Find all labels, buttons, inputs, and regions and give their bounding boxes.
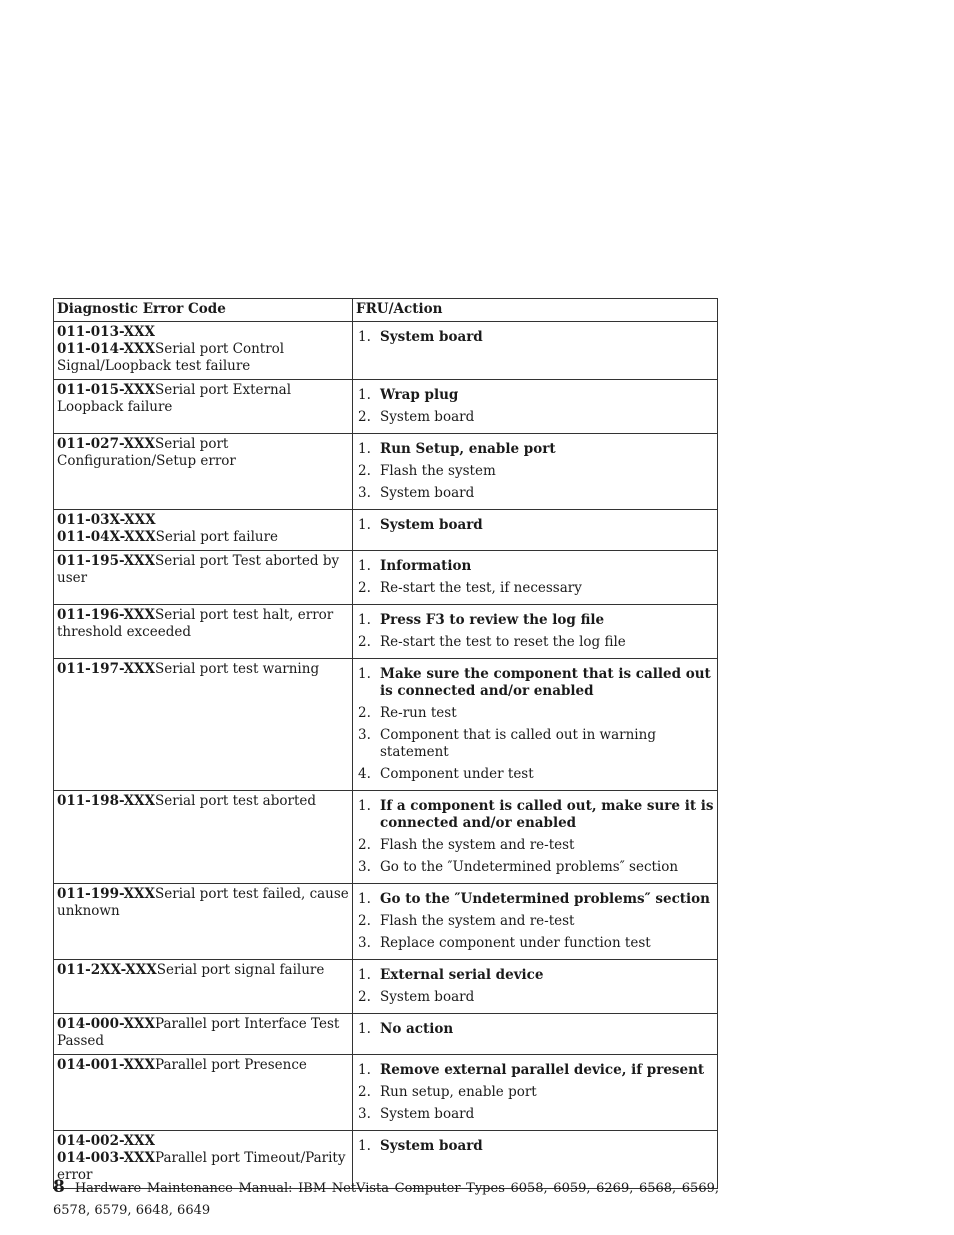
page-footer (53, 1176, 719, 1222)
action-text: System board (380, 1138, 483, 1154)
action-number: 1. (358, 387, 371, 403)
table-row (54, 884, 718, 960)
error-description: Serial port signal failure (156, 962, 325, 978)
action-text: System board (380, 409, 475, 425)
action-number: 1. (358, 329, 371, 345)
error-code: 011-03X-XXX (57, 512, 156, 528)
table-row (54, 605, 718, 659)
error-code-entry (57, 1016, 349, 1050)
action-item (356, 387, 714, 404)
error-code-cell (54, 1055, 353, 1131)
error-description: Serial port Control Signal/Loopback test failure (57, 341, 285, 374)
fru-action-cell (353, 510, 718, 551)
error-code: 011-199-XXX (57, 886, 156, 902)
action-list (356, 1138, 714, 1155)
action-number: 4. (358, 766, 371, 782)
action-item (356, 766, 714, 783)
action-number: 3. (358, 935, 371, 951)
error-description: Parallel port Interface Test Passed (57, 1016, 340, 1049)
fru-action-cell (353, 380, 718, 434)
error-description: Serial port Test aborted by user (57, 553, 340, 586)
error-description: Serial port test halt, error threshold exceeded (57, 607, 334, 640)
action-number: 3. (358, 859, 371, 875)
table-row (54, 1014, 718, 1055)
error-code-cell (54, 434, 353, 510)
action-number: 1. (358, 967, 371, 983)
action-item (356, 1062, 714, 1079)
action-text: No action (380, 1021, 454, 1037)
action-list (356, 967, 714, 1006)
diagnostic-error-table (53, 298, 718, 1189)
action-text: Re-start the test, if necessary (380, 580, 582, 596)
action-list (356, 1021, 714, 1038)
action-list (356, 387, 714, 426)
error-code: 014-003-XXX (57, 1150, 156, 1166)
column-header-action: FRU/Action (353, 299, 718, 322)
fru-action-cell (353, 434, 718, 510)
action-text: Press F3 to review the log file (380, 612, 605, 628)
error-code-cell (54, 791, 353, 884)
fru-action-cell (353, 605, 718, 659)
fru-action-cell (353, 551, 718, 605)
error-description: Serial port Configuration/Setup error (57, 436, 236, 469)
action-item (356, 891, 714, 908)
action-number: 3. (358, 485, 371, 501)
action-number: 1. (358, 1021, 371, 1037)
action-item (356, 441, 714, 458)
error-code-cell (54, 510, 353, 551)
table-row (54, 960, 718, 1014)
action-item (356, 1084, 714, 1101)
action-number: 2. (358, 409, 371, 425)
action-number: 2. (358, 634, 371, 650)
action-text: Replace component under function test (380, 935, 651, 951)
error-code: 011-015-XXX (57, 382, 156, 398)
error-code-entry (57, 607, 349, 641)
error-code-entry (57, 512, 349, 529)
error-code: 011-04X-XXX (57, 529, 156, 545)
action-item (356, 727, 714, 761)
action-text: Run setup, enable port (380, 1084, 537, 1100)
table-row (54, 380, 718, 434)
error-code-entry (57, 793, 349, 810)
action-number: 1. (358, 798, 371, 814)
action-number: 1. (358, 517, 371, 533)
error-code: 011-014-XXX (57, 341, 156, 357)
table-row (54, 791, 718, 884)
error-code-entry (57, 436, 349, 470)
action-item (356, 837, 714, 854)
error-description: Serial port test aborted (155, 793, 317, 809)
action-item (356, 329, 714, 346)
error-code-entry (57, 324, 349, 341)
action-text: Component that is called out in warning statement (380, 727, 656, 760)
fru-action-cell (353, 1014, 718, 1055)
action-number: 2. (358, 1084, 371, 1100)
error-code: 011-027-XXX (57, 436, 156, 452)
action-item (356, 935, 714, 952)
error-code-cell (54, 884, 353, 960)
fru-action-cell (353, 322, 718, 380)
fru-action-cell (353, 659, 718, 791)
error-code: 011-2XX-XXX (57, 962, 157, 978)
action-number: 1. (358, 441, 371, 457)
action-item (356, 967, 714, 984)
action-text: System board (380, 329, 483, 345)
action-number: 2. (358, 580, 371, 596)
action-item (356, 1021, 714, 1038)
action-item (356, 612, 714, 629)
action-list (356, 329, 714, 346)
action-item (356, 705, 714, 722)
action-number: 1. (358, 666, 371, 682)
error-code-entry (57, 529, 349, 546)
action-text: Re-run test (380, 705, 457, 721)
table-body (54, 322, 718, 1189)
action-text: External serial device (380, 967, 544, 983)
error-code: 011-013-XXX (57, 324, 156, 340)
action-number: 2. (358, 705, 371, 721)
action-text: Flash the system and re-test (380, 913, 575, 929)
action-text: Component under test (380, 766, 534, 782)
action-number: 1. (358, 612, 371, 628)
error-code-cell (54, 1014, 353, 1055)
error-code-entry (57, 1133, 349, 1150)
action-text: Go to the ″Undetermined problems″ section (380, 859, 679, 875)
error-code-entry (57, 382, 349, 416)
error-code-cell (54, 605, 353, 659)
action-number: 1. (358, 1138, 371, 1154)
action-item (356, 798, 714, 832)
action-list (356, 798, 714, 876)
error-code: 011-196-XXX (57, 607, 156, 623)
action-text: Wrap plug (380, 387, 459, 403)
fru-action-cell (353, 960, 718, 1014)
action-number: 2. (358, 837, 371, 853)
column-header-code: Diagnostic Error Code (54, 299, 353, 322)
action-text: Remove external parallel device, if present (380, 1062, 705, 1078)
error-code-cell (54, 551, 353, 605)
error-code-entry (57, 962, 349, 979)
action-text: System board (380, 1106, 475, 1122)
error-description: Serial port failure (155, 529, 279, 545)
action-text: Run Setup, enable port (380, 441, 556, 457)
action-number: 1. (358, 558, 371, 574)
action-text: Re-start the test to reset the log file (380, 634, 626, 650)
action-item (356, 517, 714, 534)
table-row (54, 434, 718, 510)
error-code-entry (57, 1057, 349, 1074)
action-item (356, 485, 714, 502)
action-text: Flash the system and re-test (380, 837, 575, 853)
action-item (356, 409, 714, 426)
table-header-row (54, 299, 718, 322)
error-code-entry (57, 553, 349, 587)
action-item (356, 1106, 714, 1123)
error-code: 014-000-XXX (57, 1016, 156, 1032)
action-number: 1. (358, 1062, 371, 1078)
error-code-cell (54, 659, 353, 791)
error-description: Parallel port Presence (155, 1057, 307, 1073)
action-item (356, 913, 714, 930)
action-text: Make sure the component that is called out is connected and/or enabled (380, 666, 711, 699)
action-number: 3. (358, 727, 371, 743)
error-code-entry (57, 341, 349, 375)
error-code: 011-198-XXX (57, 793, 156, 809)
table-row (54, 659, 718, 791)
action-number: 3. (358, 1106, 371, 1122)
error-code: 014-002-XXX (57, 1133, 156, 1149)
error-description: Parallel port Timeout/Parity error (57, 1150, 346, 1183)
table-row (54, 1055, 718, 1131)
fru-action-cell (353, 791, 718, 884)
action-text: Flash the system (380, 463, 496, 479)
action-text: System board (380, 517, 483, 533)
error-description: Serial port test warning (155, 661, 320, 677)
table-row (54, 322, 718, 380)
action-number: 1. (358, 891, 371, 907)
action-list (356, 612, 714, 651)
action-item (356, 989, 714, 1006)
action-list (356, 517, 714, 534)
error-code: 011-195-XXX (57, 553, 156, 569)
error-code-entry (57, 886, 349, 920)
footer-line (53, 1176, 719, 1222)
action-number: 2. (358, 463, 371, 479)
footer-title: Hardware Maintenance Manual: IBM NetVista Computer Types 6058, 6059, 6269, 6568, 6569, 6578, 6579, 6648, 6649 (53, 1181, 719, 1218)
error-code-cell (54, 322, 353, 380)
action-item (356, 558, 714, 575)
fru-action-cell (353, 884, 718, 960)
action-text: System board (380, 989, 475, 1005)
action-item (356, 580, 714, 597)
error-code: 014-001-XXX (57, 1057, 156, 1073)
action-list (356, 441, 714, 502)
action-text: If a component is called out, make sure it is connected and/or enabled (380, 798, 714, 831)
error-description: Serial port test failed, cause unknown (57, 886, 349, 919)
action-item (356, 666, 714, 700)
action-item (356, 1138, 714, 1155)
page-number: 8 (53, 1177, 65, 1197)
error-code-entry (57, 661, 349, 678)
action-list (356, 891, 714, 952)
error-code: 011-197-XXX (57, 661, 156, 677)
table-row (54, 551, 718, 605)
fru-action-cell (353, 1055, 718, 1131)
action-number: 2. (358, 913, 371, 929)
action-list (356, 1062, 714, 1123)
action-item (356, 463, 714, 480)
error-code-cell (54, 380, 353, 434)
action-item (356, 634, 714, 651)
action-text: Go to the ″Undetermined problems″ section (380, 891, 710, 907)
action-item (356, 859, 714, 876)
action-text: Information (380, 558, 472, 574)
error-description: Serial port External Loopback failure (57, 382, 292, 415)
action-number: 2. (358, 989, 371, 1005)
action-list (356, 558, 714, 597)
table-row (54, 510, 718, 551)
action-list (356, 666, 714, 783)
action-text: System board (380, 485, 475, 501)
error-code-cell (54, 960, 353, 1014)
